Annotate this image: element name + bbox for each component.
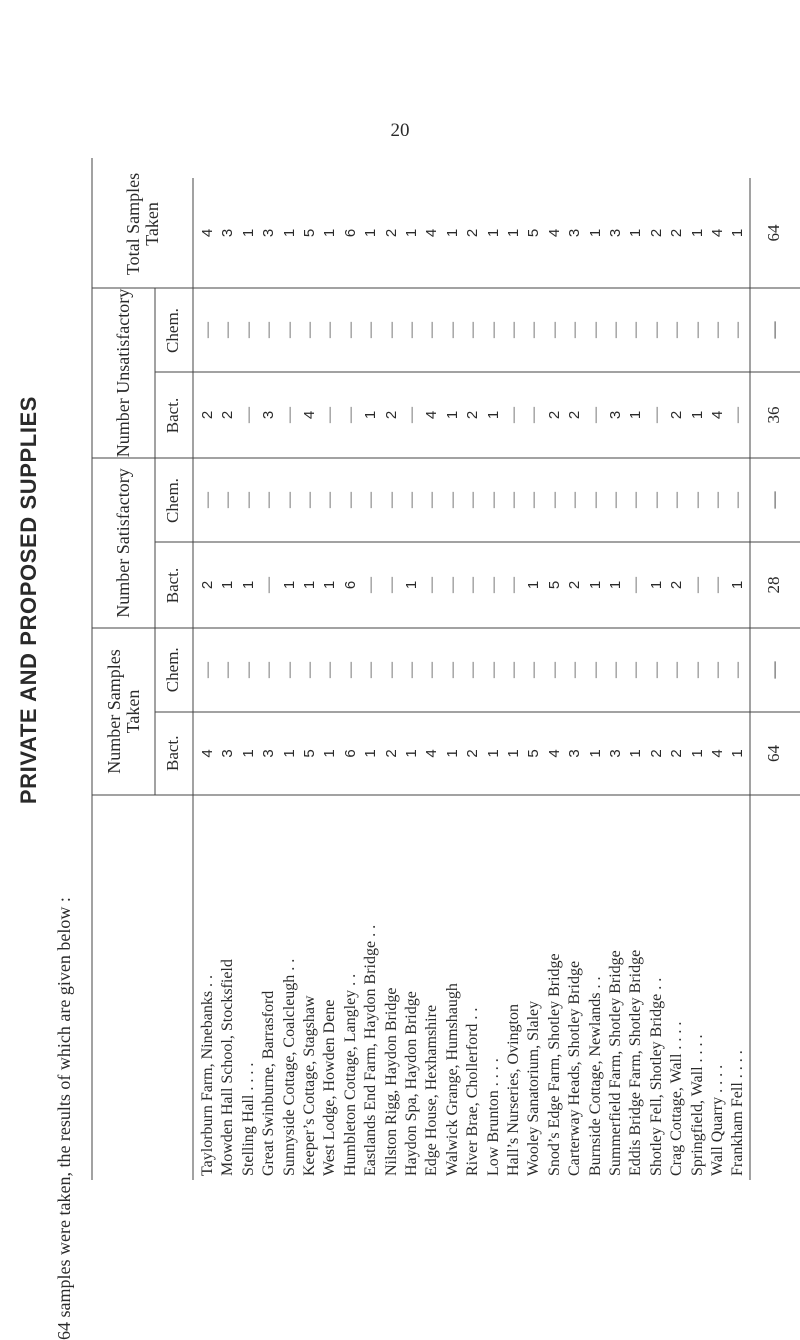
cell-taken-chem: — xyxy=(688,662,706,678)
total-sat-chem: — xyxy=(764,491,783,509)
cell-total: 1 xyxy=(627,228,645,238)
cell-unsat-chem: — xyxy=(505,322,522,338)
cell-sat-bact: 1 xyxy=(301,580,318,590)
cell-taken-chem: — xyxy=(668,662,686,678)
total-unsat-bact: 36 xyxy=(764,406,783,424)
cell-unsat-chem: — xyxy=(219,322,237,338)
cell-unsat-chem: — xyxy=(688,322,706,338)
cell-taken-chem: — xyxy=(341,662,359,678)
subheader-chem: Chem. xyxy=(163,308,182,353)
cell-unsat-chem: — xyxy=(423,322,441,338)
place-name: Hall’s Nurseries, Ovington xyxy=(505,1004,522,1176)
cell-taken-bact: 5 xyxy=(301,749,318,758)
place-name: Humbleton Cottage, Langley . . xyxy=(341,973,359,1176)
cell-taken-bact: 1 xyxy=(505,749,522,758)
cell-unsat-chem: — xyxy=(403,322,420,338)
cell-taken-bact: 4 xyxy=(545,749,563,758)
cell-total: 4 xyxy=(709,228,726,238)
subheader-bact: Bact. xyxy=(163,735,182,771)
place-name: Wall Quarry . . . . xyxy=(709,1064,726,1176)
place-name: Keeper’s Cottage, Stagshaw xyxy=(301,995,318,1176)
header-unsatisfactory: Number Unsatisfactory xyxy=(113,288,133,458)
cell-total: 3 xyxy=(566,228,584,238)
place-name: Sunnyside Cottage, Coalcleugh . . xyxy=(280,958,298,1176)
cell-sat-bact: — xyxy=(464,577,482,593)
subheader-bact: Bact. xyxy=(163,397,182,434)
cell-sat-bact: 1 xyxy=(729,580,747,590)
cell-total: 1 xyxy=(484,228,502,238)
cell-unsat-bact: 4 xyxy=(423,410,441,420)
cell-unsat-chem: — xyxy=(627,322,645,338)
cell-unsat-chem: — xyxy=(199,322,216,338)
cell-sat-chem: — xyxy=(729,492,747,508)
cell-taken-bact: 1 xyxy=(729,749,747,758)
cell-taken-bact: 1 xyxy=(403,749,420,758)
cell-taken-chem: — xyxy=(566,662,584,678)
cell-sat-bact: 1 xyxy=(321,580,339,590)
cell-sat-chem: — xyxy=(403,492,420,508)
place-name: West Lodge, Howden Dene xyxy=(321,999,339,1176)
cell-total: 2 xyxy=(382,228,400,238)
cell-sat-bact: 2 xyxy=(566,580,584,590)
cell-taken-chem: — xyxy=(280,662,298,678)
cell-total: 1 xyxy=(280,228,298,238)
cell-taken-bact: 1 xyxy=(586,749,604,758)
cell-unsat-chem: — xyxy=(525,322,543,338)
cell-taken-chem: — xyxy=(505,662,522,678)
cell-sat-bact: 2 xyxy=(199,580,216,590)
cell-sat-chem: — xyxy=(668,492,686,508)
cell-total: 4 xyxy=(199,228,216,238)
total-sat-bact: 28 xyxy=(764,576,783,594)
cell-taken-chem: — xyxy=(607,662,624,678)
cell-taken-chem: — xyxy=(301,662,318,678)
place-name: Frankham Fell . . . . xyxy=(729,1050,747,1176)
cell-taken-bact: 1 xyxy=(321,749,339,758)
cell-taken-bact: 2 xyxy=(647,749,665,758)
cell-sat-chem: — xyxy=(239,492,257,508)
page-number: 20 xyxy=(390,120,410,141)
cell-total: 5 xyxy=(525,228,543,238)
cell-taken-chem: — xyxy=(627,662,645,678)
cell-total: 5 xyxy=(301,228,318,238)
cell-unsat-bact: 2 xyxy=(566,410,584,420)
place-name: Springfield, Wall . . . . xyxy=(688,1034,706,1176)
cell-unsat-bact: 1 xyxy=(362,410,380,420)
cell-unsat-chem: — xyxy=(607,322,624,338)
place-name: Stelling Hall . . . . xyxy=(239,1062,257,1176)
cell-taken-chem: — xyxy=(423,662,441,678)
cell-unsat-chem: — xyxy=(484,322,502,338)
total-taken-chem: — xyxy=(764,661,783,679)
cell-taken-chem: — xyxy=(709,662,726,678)
cell-sat-bact: 1 xyxy=(239,580,257,590)
cell-sat-chem: — xyxy=(647,492,665,508)
cell-unsat-bact: — xyxy=(403,407,420,423)
cell-sat-bact: 1 xyxy=(607,580,624,590)
cell-total: 4 xyxy=(423,228,441,238)
cell-unsat-bact: 4 xyxy=(709,410,726,420)
cell-unsat-bact: 2 xyxy=(668,410,686,420)
place-name: Nilston Rigg, Haydon Bridge xyxy=(382,987,400,1176)
cell-unsat-chem: — xyxy=(382,322,400,338)
cell-taken-bact: 2 xyxy=(464,749,482,758)
place-name: Low Brunton . . . . xyxy=(484,1058,502,1176)
place-name: Great Swinburne, Barrasford xyxy=(260,990,278,1176)
total-taken-bact: 64 xyxy=(764,745,783,762)
cell-total: 3 xyxy=(260,228,278,238)
subheader-bact: Bact. xyxy=(163,567,182,604)
place-name: Snod’s Edge Farm, Shotley Bridge xyxy=(545,953,563,1176)
cell-taken-bact: 1 xyxy=(280,749,298,758)
cell-sat-chem: — xyxy=(301,492,318,508)
cell-unsat-chem: — xyxy=(586,322,604,338)
cell-unsat-bact: — xyxy=(525,407,543,423)
cell-taken-chem: — xyxy=(199,662,216,678)
cell-unsat-chem: — xyxy=(280,322,298,338)
place-name: Crag Cottage, Wall . . . . xyxy=(668,1021,686,1176)
cell-unsat-bact: — xyxy=(505,407,522,423)
cell-unsat-chem: — xyxy=(545,322,563,338)
place-name: Edge House, Hexhamshire xyxy=(423,1004,441,1176)
cell-taken-bact: 5 xyxy=(525,749,543,758)
cell-taken-chem: — xyxy=(484,662,502,678)
cell-taken-bact: 3 xyxy=(260,749,278,758)
cell-sat-chem: — xyxy=(199,492,216,508)
cell-sat-bact: 1 xyxy=(525,580,543,590)
cell-sat-chem: — xyxy=(566,492,584,508)
cell-taken-chem: — xyxy=(545,662,563,678)
place-name: Taylorburn Farm, Ninebanks . . xyxy=(199,974,216,1176)
total-unsat-chem: — xyxy=(764,321,783,339)
cell-taken-chem: — xyxy=(219,662,237,678)
cell-sat-bact: — xyxy=(627,577,645,593)
cell-unsat-chem: — xyxy=(260,322,278,338)
cell-sat-bact: 1 xyxy=(586,580,604,590)
cell-sat-bact: — xyxy=(443,577,461,593)
cell-sat-chem: — xyxy=(484,492,502,508)
cell-unsat-chem: — xyxy=(647,322,665,338)
cell-taken-chem: — xyxy=(586,662,604,678)
cell-sat-bact: — xyxy=(505,577,522,593)
cell-total: 2 xyxy=(647,228,665,238)
cell-taken-chem: — xyxy=(260,662,278,678)
cell-sat-bact: 2 xyxy=(668,580,686,590)
cell-sat-chem: — xyxy=(525,492,543,508)
cell-unsat-bact: 2 xyxy=(219,410,237,420)
cell-unsat-bact: — xyxy=(647,407,665,423)
cell-unsat-bact: 2 xyxy=(199,410,216,420)
cell-total: 1 xyxy=(321,228,339,238)
cell-taken-bact: 4 xyxy=(199,749,216,758)
cell-taken-bact: 6 xyxy=(341,749,359,758)
cell-total: 6 xyxy=(341,228,359,238)
cell-total: 1 xyxy=(443,228,461,238)
cell-sat-chem: — xyxy=(464,492,482,508)
cell-unsat-bact: — xyxy=(280,407,298,423)
cell-taken-bact: 4 xyxy=(709,749,726,758)
cell-unsat-bact: 1 xyxy=(627,410,645,420)
cell-sat-chem: — xyxy=(627,492,645,508)
cell-unsat-bact: — xyxy=(239,407,257,423)
cell-taken-chem: — xyxy=(464,662,482,678)
cell-sat-bact: — xyxy=(484,577,502,593)
cell-unsat-chem: — xyxy=(668,322,686,338)
page-heading: PRIVATE AND PROPOSED SUPPLIES xyxy=(16,395,41,805)
cell-unsat-bact: — xyxy=(586,407,604,423)
cell-sat-chem: — xyxy=(709,492,726,508)
place-name: Burnside Cottage, Newlands . . xyxy=(586,976,604,1176)
cell-sat-bact: 1 xyxy=(647,580,665,590)
cell-taken-chem: — xyxy=(239,662,257,678)
header-total: Total Samples Taken xyxy=(122,172,162,276)
cell-unsat-chem: — xyxy=(709,322,726,338)
cell-sat-chem: — xyxy=(260,492,278,508)
cell-sat-chem: — xyxy=(280,492,298,508)
cell-unsat-bact: 1 xyxy=(484,410,502,420)
cell-taken-chem: — xyxy=(729,662,747,678)
place-name: Wooley Sanatorium, Slaley xyxy=(525,1000,543,1176)
cell-unsat-chem: — xyxy=(566,322,584,338)
cell-sat-bact: — xyxy=(382,577,400,593)
cell-total: 1 xyxy=(505,228,522,238)
cell-sat-bact: 5 xyxy=(545,580,563,590)
cell-taken-chem: — xyxy=(647,662,665,678)
cell-total: 2 xyxy=(668,228,686,238)
subheader-chem: Chem. xyxy=(163,478,182,523)
cell-unsat-chem: — xyxy=(301,322,318,338)
cell-unsat-bact: 2 xyxy=(464,410,482,420)
cell-sat-chem: — xyxy=(443,492,461,508)
place-name: Walwick Grange, Humshaugh xyxy=(443,983,461,1176)
cell-total: 3 xyxy=(607,228,624,238)
place-name: Mowden Hall School, Stocksfield xyxy=(219,959,237,1176)
cell-unsat-bact: — xyxy=(321,407,339,423)
cell-unsat-bact: 1 xyxy=(688,410,706,420)
cell-sat-chem: — xyxy=(321,492,339,508)
cell-sat-chem: — xyxy=(362,492,380,508)
cell-sat-chem: — xyxy=(688,492,706,508)
cell-unsat-bact: 3 xyxy=(260,410,278,420)
cell-total: 4 xyxy=(545,228,563,238)
place-name: Shotley Fell, Shotley Bridge . . xyxy=(647,977,665,1176)
cell-sat-chem: — xyxy=(505,492,522,508)
cell-taken-bact: 2 xyxy=(382,749,400,758)
cell-taken-bact: 1 xyxy=(627,749,645,758)
cell-taken-chem: — xyxy=(403,662,420,678)
cell-sat-bact: — xyxy=(362,577,380,593)
subheader-chem: Chem. xyxy=(163,647,182,693)
place-name: Carterway Heads, Shotley Bridge xyxy=(566,960,584,1176)
cell-unsat-bact: 2 xyxy=(382,410,400,420)
cell-sat-chem: — xyxy=(382,492,400,508)
cell-taken-bact: 4 xyxy=(423,749,441,758)
place-name: Eastlands End Farm, Haydon Bridge . . xyxy=(362,924,380,1176)
cell-sat-bact: 1 xyxy=(403,580,420,590)
place-name: River Brae, Chollerford . . xyxy=(464,1007,482,1176)
cell-sat-bact: — xyxy=(260,577,278,593)
cell-sat-chem: — xyxy=(545,492,563,508)
cell-sat-chem: — xyxy=(219,492,237,508)
cell-taken-bact: 1 xyxy=(484,749,502,758)
cell-sat-bact: 1 xyxy=(280,580,298,590)
place-name: Summerfield Farm, Shotley Bridge xyxy=(607,950,624,1176)
cell-sat-bact: — xyxy=(423,577,441,593)
cell-unsat-chem: — xyxy=(239,322,257,338)
cell-taken-bact: 2 xyxy=(668,749,686,758)
cell-taken-bact: 1 xyxy=(362,749,380,758)
cell-sat-chem: — xyxy=(341,492,359,508)
cell-taken-chem: — xyxy=(382,662,400,678)
cell-unsat-chem: — xyxy=(321,322,339,338)
cell-sat-chem: — xyxy=(607,492,624,508)
cell-total: 1 xyxy=(586,228,604,238)
cell-unsat-bact: 3 xyxy=(607,410,624,420)
cell-total: 1 xyxy=(729,228,747,238)
cell-unsat-bact: 2 xyxy=(545,410,563,420)
place-name: Eddis Bridge Farm, Shotley Bridge xyxy=(627,949,645,1176)
cell-taken-chem: — xyxy=(443,662,461,678)
cell-taken-bact: 1 xyxy=(443,749,461,758)
cell-unsat-chem: — xyxy=(341,322,359,338)
cell-unsat-bact: — xyxy=(729,407,747,423)
cell-taken-bact: 1 xyxy=(688,749,706,758)
cell-unsat-chem: — xyxy=(362,322,380,338)
header-samples-taken: Number Samples Taken xyxy=(103,649,143,774)
cell-total: 1 xyxy=(688,228,706,238)
total-total: 64 xyxy=(764,224,783,242)
place-name: Haydon Spa, Haydon Bridge xyxy=(403,991,420,1176)
cell-unsat-chem: — xyxy=(464,322,482,338)
cell-sat-bact: 6 xyxy=(341,580,359,590)
cell-sat-bact: 1 xyxy=(219,580,237,590)
cell-taken-bact: 3 xyxy=(607,749,624,758)
cell-total: 1 xyxy=(403,228,420,238)
intro-text: 64 samples were taken, the results of which are given below : xyxy=(54,897,74,1340)
cell-sat-bact: — xyxy=(709,577,726,593)
cell-total: 1 xyxy=(239,228,257,238)
cell-total: 2 xyxy=(464,228,482,238)
cell-sat-bact: — xyxy=(688,577,706,593)
header-satisfactory: Number Satisfactory xyxy=(113,468,133,618)
cell-unsat-bact: 4 xyxy=(301,410,318,420)
cell-taken-chem: — xyxy=(362,662,380,678)
cell-sat-chem: — xyxy=(586,492,604,508)
cell-sat-chem: — xyxy=(423,492,441,508)
cell-taken-chem: — xyxy=(525,662,543,678)
cell-taken-bact: 3 xyxy=(566,749,584,758)
cell-total: 1 xyxy=(362,228,380,238)
cell-unsat-bact: 1 xyxy=(443,410,461,420)
cell-taken-chem: — xyxy=(321,662,339,678)
cell-taken-bact: 1 xyxy=(239,749,257,758)
cell-unsat-chem: — xyxy=(443,322,461,338)
cell-taken-bact: 3 xyxy=(219,749,237,758)
cell-unsat-chem: — xyxy=(729,322,747,338)
cell-total: 3 xyxy=(219,228,237,238)
cell-unsat-bact: — xyxy=(341,407,359,423)
